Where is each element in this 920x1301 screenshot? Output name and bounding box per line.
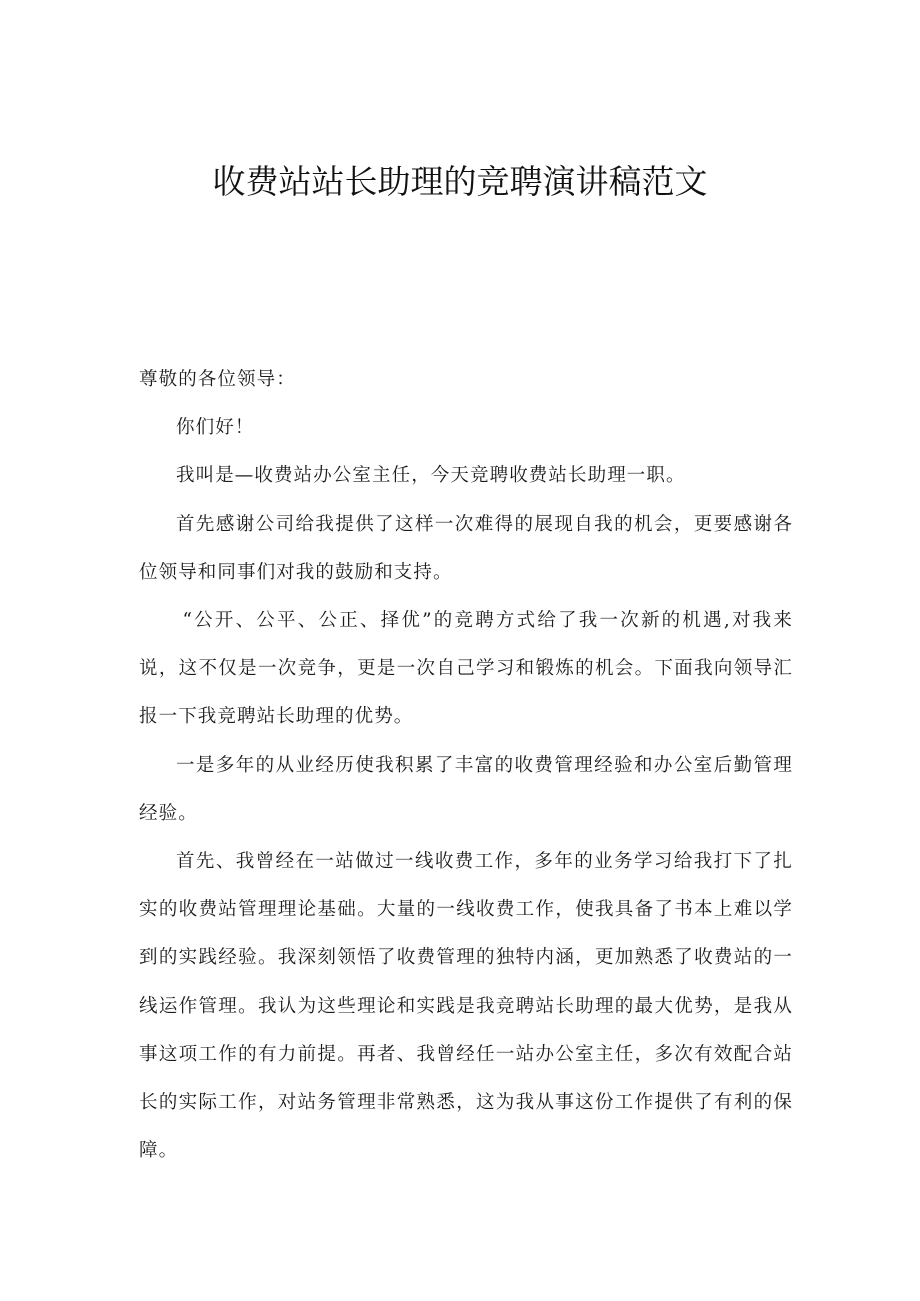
paragraph-advantage-one: 一是多年的从业经历使我积累了丰富的收费管理经验和办公室后勤管理经验。 — [139, 754, 793, 824]
document-body — [139, 356, 793, 1175]
paragraph-introduction: 我叫是—收费站办公室主任，今天竞聘收费站长助理一职。 — [176, 465, 686, 487]
document-title: 收费站站长助理的竞聘演讲稿范文 — [212, 162, 708, 201]
paragraph-greeting: 你们好！ — [176, 417, 255, 439]
salutation: 尊敬的各位领导： — [139, 369, 296, 390]
paragraph-thanks: 首先感谢公司给我提供了这样一次难得的展现自我的机会，更要感谢各位领导和同事们对我的鼓励和支持。 — [139, 513, 793, 583]
paragraph-experience: 首先、我曾经在一站做过一线收费工作，多年的业务学习给我打下了扎实的收费站管理理论基础。大量的一线收费工作，使我具备了书本上难以学到的实践经验。我深刻领悟了收费管理的独特内涵，更加熟悉了收费站的一线运作管理。我认为这些理论和实践是我竞聘站长助理的最大优势，是我从事这项工作的有力前提。再者、我曾经任一站办公室主任，多次有效配合站长的实际工作，对站务管理非常熟悉，这为我从事这份工作提供了有利的保障。 — [139, 851, 793, 1162]
paragraph-opportunity: “公开、公平、公正、择优”的竞聘方式给了我一次新的机遇,对我来说，这不仅是一次竞争，更是一次自己学习和锻炼的机会。下面我向领导汇报一下我竞聘站长助理的优势。 — [139, 610, 793, 728]
